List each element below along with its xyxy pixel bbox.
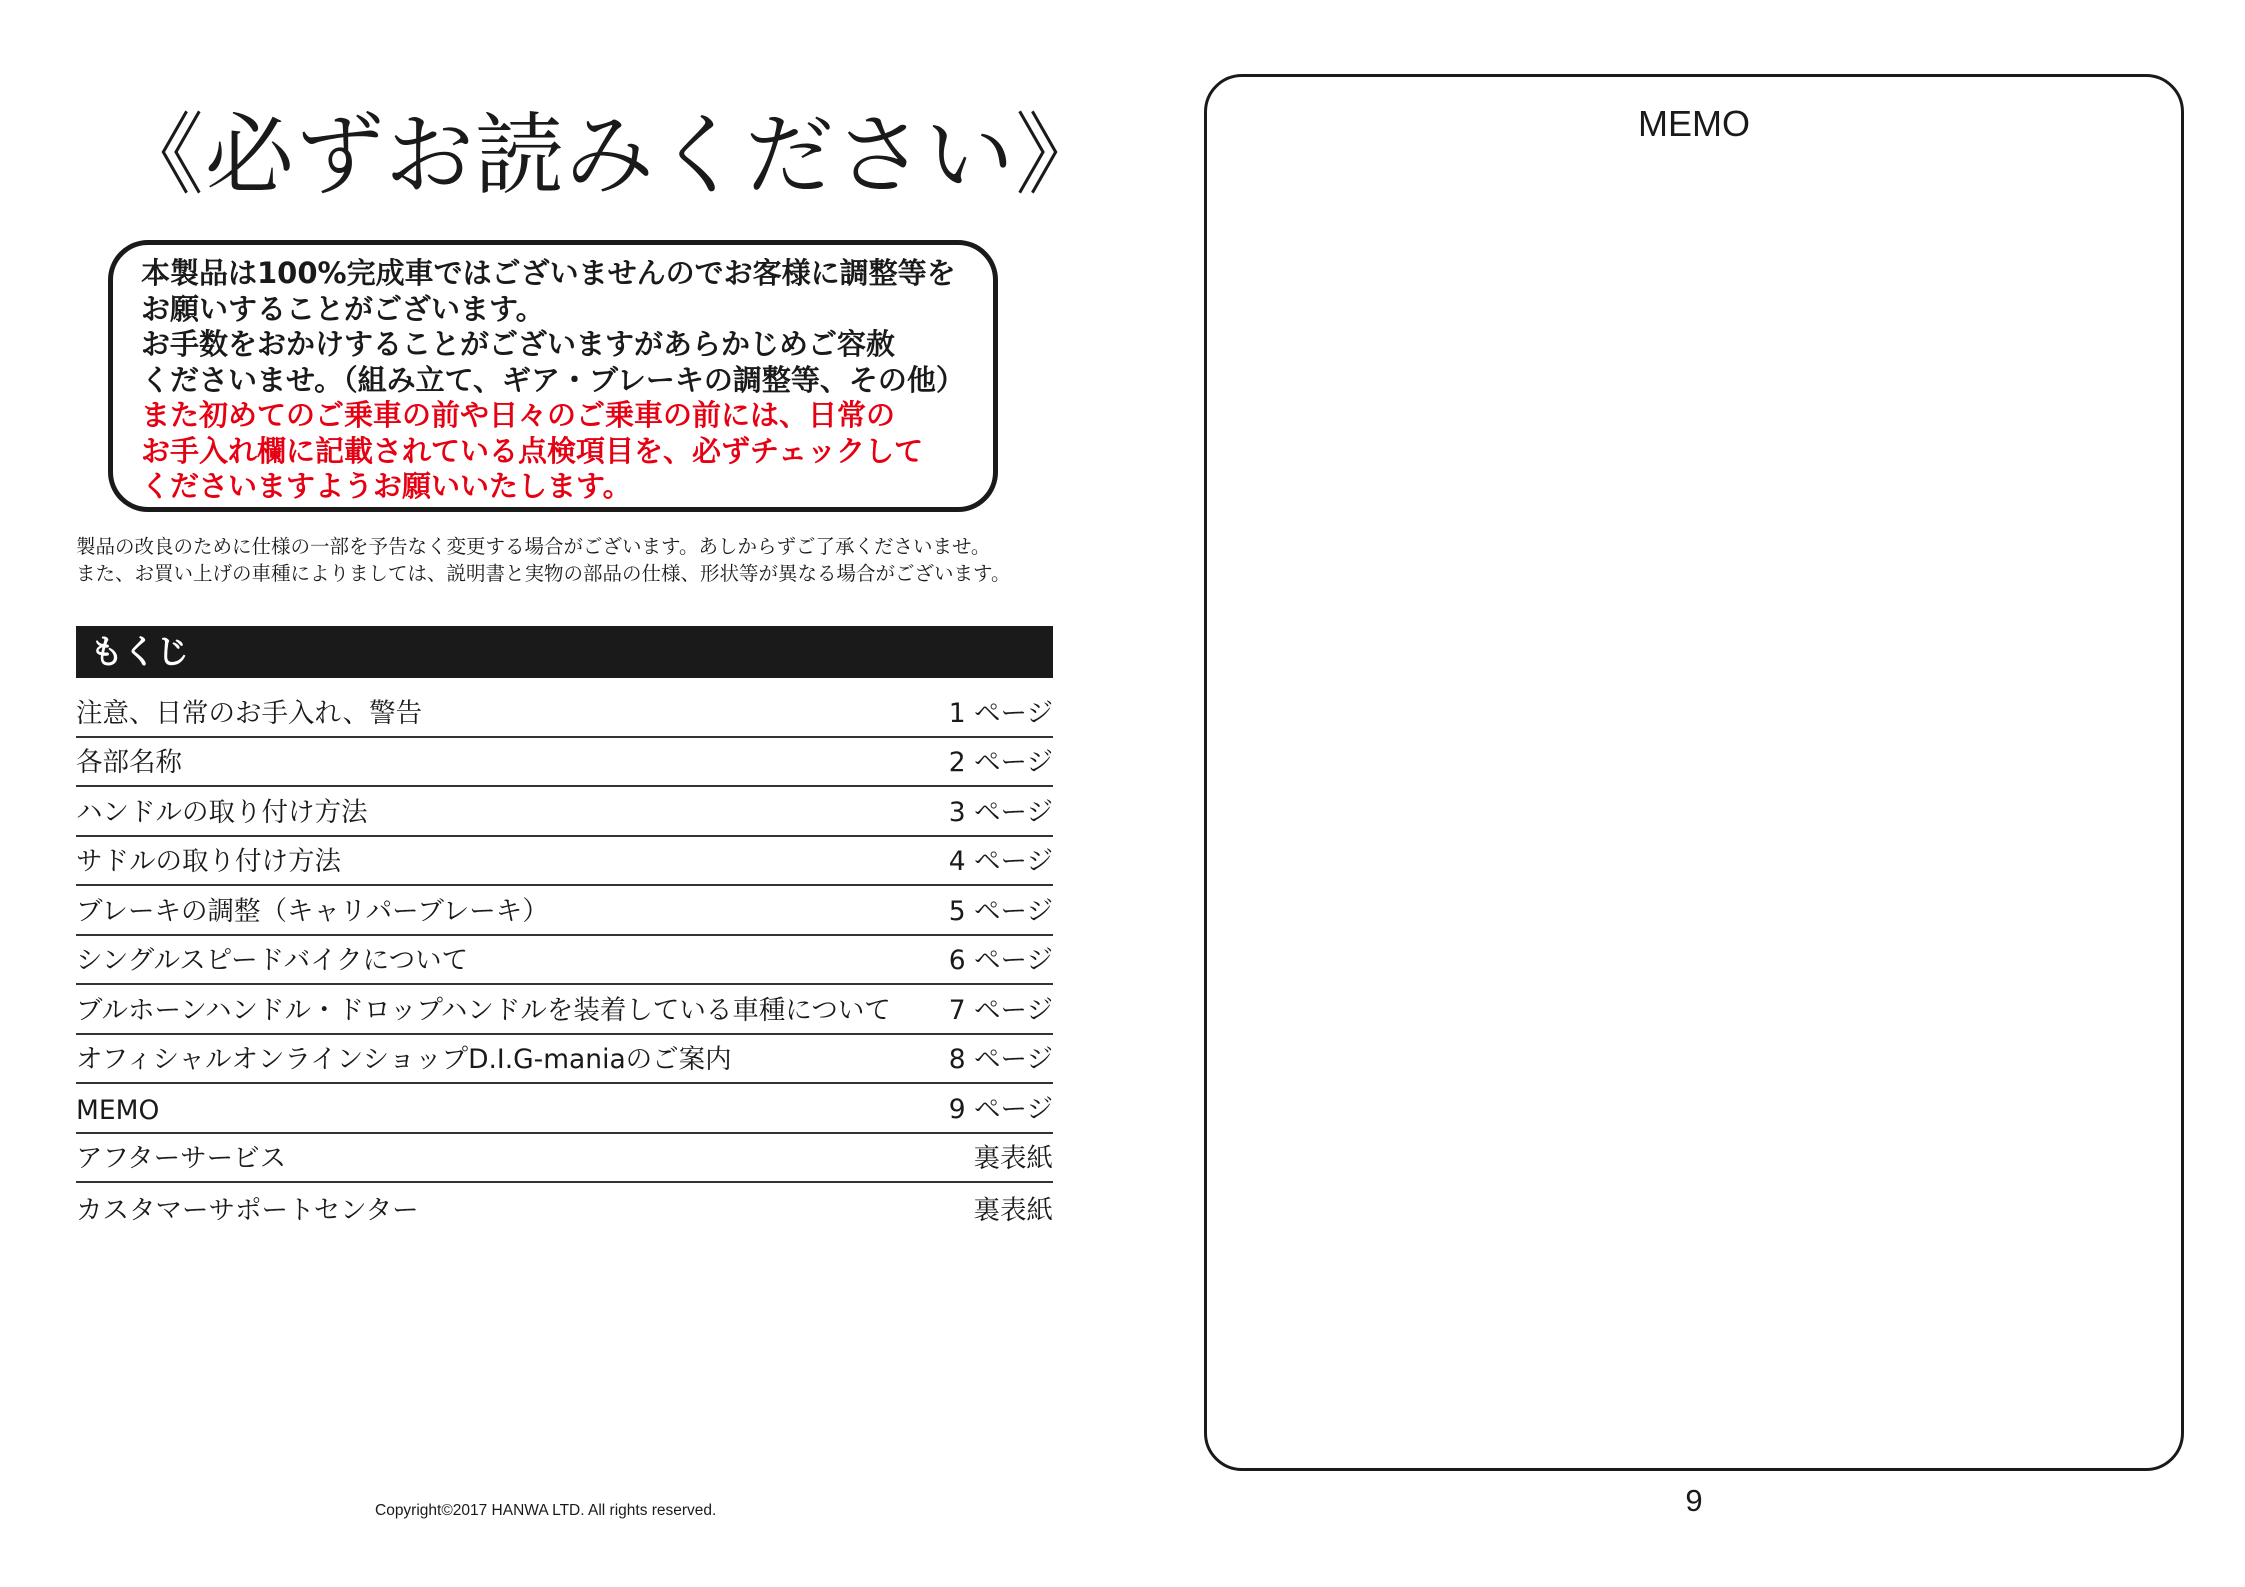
notice-line: お手数をおかけすることがございますがあらかじめご容赦 — [141, 327, 896, 361]
notice-line: くださいませ。（組み立て、ギア・ブレーキの調整等、その他） — [141, 362, 965, 397]
notice-warning-line: くださいますようお願いいたします。 — [141, 469, 632, 503]
toc-item-label: ブルホーンハンドル・ドロップハンドルを装着している車種について — [76, 994, 891, 1026]
toc-item-label: MEMO — [76, 1094, 160, 1126]
toc-item-page: 2 ページ — [948, 747, 1053, 778]
toc-item[interactable] — [76, 688, 1053, 738]
toc-item-page: 6 ページ — [948, 945, 1053, 976]
disclaimer-line: 製品の改良のために仕様の一部を予告なく変更する場合がございます。あしからずご了承くださいませ。 — [76, 535, 991, 558]
toc-item[interactable] — [76, 985, 1053, 1035]
toc-item-page: 1 ページ — [948, 697, 1053, 729]
toc-item[interactable] — [76, 1183, 1053, 1233]
page-number: 9 — [1685, 1483, 1703, 1518]
toc-header: もくじ — [76, 626, 1053, 678]
toc-item[interactable] — [76, 1084, 1053, 1134]
disclaimer-line: また、お買い上げの車種によりましては、説明書と実物の部品の仕様、形状等が異なる場合がございます。 — [76, 562, 1011, 585]
toc-item-page: 4 ページ — [948, 846, 1053, 877]
toc-list — [76, 688, 1053, 1233]
notice-warning-line: また初めてのご乗車の前や日々のご乗車の前には、日常の — [141, 398, 896, 432]
notice-line: 本製品は100%完成車ではございませんのでお客様に調整等を — [141, 256, 956, 290]
toc-item[interactable] — [76, 1035, 1053, 1085]
disclaimer — [76, 533, 1076, 587]
notice-line: お願いすることがございます。 — [141, 291, 545, 326]
toc-item-label: アフターサービス — [76, 1143, 287, 1174]
toc-item[interactable] — [76, 787, 1053, 837]
toc-item-label: 各部名称 — [76, 747, 182, 778]
toc-item-label: シングルスピードバイクについて — [76, 945, 469, 976]
toc-item-page: 5 ページ — [948, 895, 1053, 927]
copyright: Copyright©2017 HANWA LTD. All rights reserved. — [375, 1502, 717, 1519]
toc-item[interactable] — [76, 738, 1053, 788]
memo-title: MEMO — [1638, 103, 1750, 144]
toc-item-page: 7 ページ — [948, 994, 1053, 1026]
toc-item-label: カスタマーサポートセンター — [76, 1194, 419, 1226]
toc-item[interactable] — [76, 837, 1053, 887]
toc-item-page: 裏表紙 — [973, 1143, 1053, 1174]
memo-panel — [1204, 74, 2184, 1471]
toc-item-page: 裏表紙 — [973, 1194, 1053, 1226]
toc-item-label: ブレーキの調整（キャリパーブレーキ） — [76, 895, 549, 927]
toc-item-page: 3 ページ — [948, 796, 1053, 828]
toc-item-label: 注意、日常のお手入れ、警告 — [76, 697, 423, 729]
notice-box — [108, 240, 998, 512]
toc-item-page: 9 ページ — [948, 1093, 1053, 1125]
toc-item-label: オフィシャルオンラインショップD.I.G-maniaのご案内 — [76, 1044, 732, 1075]
page-title: 《必ずお読みください》 — [115, 103, 1105, 207]
toc-item[interactable] — [76, 936, 1053, 986]
toc-item-label: サドルの取り付け方法 — [76, 846, 341, 877]
toc-item-page: 8 ページ — [948, 1044, 1053, 1075]
toc-item[interactable] — [76, 886, 1053, 936]
toc-item[interactable] — [76, 1134, 1053, 1184]
toc-item-label: ハンドルの取り付け方法 — [76, 796, 368, 828]
notice-warning-line: お手入れ欄に記載されている点検項目を、必ずチェックして — [141, 433, 924, 468]
